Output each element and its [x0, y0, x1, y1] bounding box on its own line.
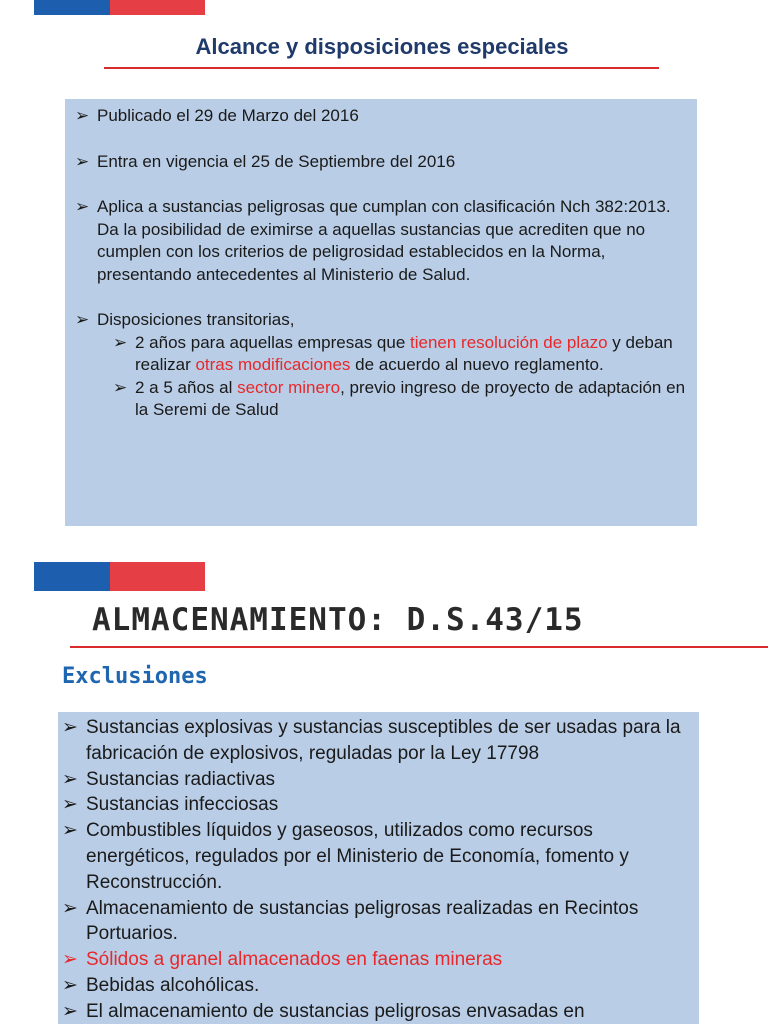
exclusion-item: ➢ Sustancias explosivas y sustancias susceptibles de ser usadas para la fabricación de explosivos, reguladas por la Ley 17798: [62, 717, 681, 764]
flag-blue-segment: [34, 562, 110, 591]
arrow-bullet-icon: ➢: [113, 377, 128, 397]
highlight-text: sector minero: [237, 377, 341, 397]
slide2-subtitle: Exclusiones: [62, 664, 208, 689]
flag-red-segment: [110, 562, 205, 591]
slide1-content-box: [65, 99, 697, 526]
arrow-bullet-icon: ➢: [75, 151, 90, 171]
bullet-item: [75, 151, 687, 174]
flag-red-segment: [110, 0, 205, 15]
arrow-bullet-icon: ➢: [62, 717, 78, 738]
flag-stripe-slide2: [34, 562, 205, 591]
exclusion-item: ➢ Sustancias infecciosas: [62, 792, 693, 818]
arrow-bullet-icon: ➢: [62, 974, 78, 996]
bullet-text: Aplica a sustancias peligrosas que cumplan con clasificación Nch 382:2013. Da la posibilidad de eximirse a aquellas sustancias que acrediten que no cumplen con los criterios de peligrosidad establecidos en la Norma, presentando antecedentes al Ministerio de Salud.: [97, 197, 671, 284]
arrow-bullet-icon: ➢: [75, 197, 90, 216]
arrow-bullet-icon: ➢: [62, 1000, 78, 1022]
arrow-bullet-icon: ➢: [62, 820, 78, 842]
flag-stripe-top: [34, 0, 205, 15]
arrow-bullet-icon: ➢: [62, 794, 78, 816]
bullet-text: Publicado el 29 de Marzo del 2016: [97, 106, 359, 125]
slide2-title: ALMACENAMIENTO: D.S.43/15: [92, 602, 584, 638]
arrow-bullet-icon: ➢: [75, 310, 90, 329]
exclusion-item-highlighted: ➢ Sólidos a granel almacenados en faenas mineras: [62, 947, 693, 973]
bullet-text: Disposiciones transitorias,: [97, 310, 295, 329]
title-underline: [104, 67, 659, 69]
arrow-bullet-icon: ➢: [113, 332, 128, 352]
bullet-item: [75, 309, 687, 332]
sub-bullet-item: [75, 377, 687, 422]
title-underline: [70, 646, 768, 648]
bullet-item: [75, 196, 687, 286]
arrow-bullet-icon: ➢: [62, 768, 78, 790]
arrow-bullet-icon: ➢: [62, 897, 78, 919]
flag-blue-segment: [34, 0, 110, 15]
bullet-text: Entra en vigencia el 25 de Septiembre del 2016: [97, 151, 456, 171]
exclusion-item: ➢ Almacenamiento de sustancias peligrosas realizadas en Recintos Portuarios.: [62, 897, 639, 945]
highlight-text: tienen resolución de plazo: [410, 332, 608, 352]
sub-bullet-text: 2 años para aquellas empresas que tienen resolución de plazo y deban realizar otras modificaciones de acuerdo al nuevo reglamento.: [135, 332, 673, 374]
sub-bullet-item: [75, 332, 687, 377]
slide1-title: Alcance y disposiciones especiales: [195, 34, 569, 59]
exclusion-item: ➢ Combustibles líquidos y gaseosos, utilizados como recursos energéticos, regulados por el Ministerio de Economía, fomento y Reconstrucción.: [62, 820, 629, 893]
slide2-content-box: [58, 712, 699, 1024]
highlight-text: otras modificaciones: [195, 355, 351, 374]
arrow-bullet-icon: ➢: [75, 106, 90, 125]
exclusion-item: ➢ Sustancias radiactivas: [62, 767, 693, 793]
bullet-item: [75, 105, 687, 128]
sub-bullet-text: 2 a 5 años al sector minero, previo ingreso de proyecto de adaptación en la Seremi de Salud: [135, 377, 686, 419]
arrow-bullet-icon: ➢: [62, 949, 78, 971]
exclusion-item: ➢ Bebidas alcohólicas.: [62, 973, 693, 999]
exclusion-item: ➢ El almacenamiento de sustancias peligrosas envasadas en: [62, 999, 693, 1025]
